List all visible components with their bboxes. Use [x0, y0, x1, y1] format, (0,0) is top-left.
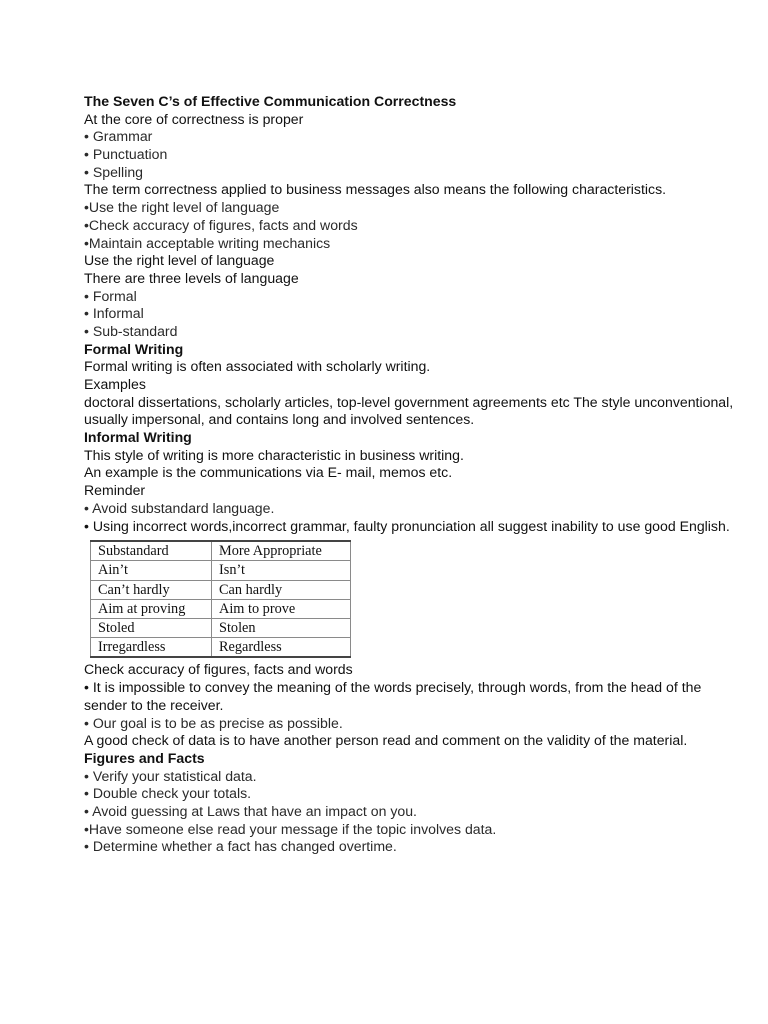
- intro-text: At the core of correctness is proper: [84, 110, 304, 127]
- table-cell: Can’t hardly: [91, 580, 212, 599]
- reminder-label: Reminder: [84, 482, 146, 499]
- list-item: • It is impossible to convey the meaning of the words precisely, through words, from the head of the sender to the receiver.: [84, 679, 702, 713]
- formal-heading: Formal Writing: [84, 340, 184, 357]
- table-row: [91, 638, 351, 658]
- informal-example: An example is the communications via E- mail, memos etc.: [84, 464, 453, 481]
- table-cell: Stoled: [91, 619, 212, 638]
- table-row: [91, 580, 351, 599]
- table-header-row: [91, 541, 351, 561]
- table-cell: Can hardly: [212, 580, 351, 599]
- list-item: • Informal: [84, 305, 144, 322]
- table-row: [91, 619, 351, 638]
- substandard-table: [90, 540, 351, 658]
- table-cell: Aim to prove: [212, 599, 351, 618]
- accuracy-heading: Check accuracy of figures, facts and words: [84, 661, 353, 678]
- list-item: • Verify your statistical data.: [84, 767, 257, 784]
- informal-heading: Informal Writing: [84, 429, 192, 446]
- list-item: • Punctuation: [84, 146, 168, 163]
- list-item: • Determine whether a fact has changed overtime.: [84, 838, 397, 855]
- check-text: A good check of data is to have another person read and comment on the validity of the material.: [84, 732, 688, 749]
- figures-heading: Figures and Facts: [84, 749, 205, 766]
- list-item: •Have someone else read your message if the topic involves data.: [84, 820, 497, 837]
- list-item: •Use the right level of language: [84, 199, 280, 216]
- examples-label: Examples: [84, 376, 146, 393]
- list-item: • Grammar: [84, 128, 153, 145]
- table-cell: Stolen: [212, 619, 351, 638]
- formal-text: Formal writing is often associated with scholarly writing.: [84, 358, 431, 375]
- document-page: [84, 93, 734, 856]
- table-header-cell: Substandard: [91, 541, 212, 561]
- list-item: •Maintain acceptable writing mechanics: [84, 234, 331, 251]
- list-item: • Our goal is to be as precise as possible.: [84, 714, 343, 731]
- list-item: • Avoid guessing at Laws that have an impact on you.: [84, 803, 417, 820]
- table-cell: Aim at proving: [91, 599, 212, 618]
- informal-text: This style of writing is more characteristic in business writing.: [84, 446, 464, 463]
- table-cell: Irregardless: [91, 638, 212, 658]
- list-item: • Sub-standard: [84, 322, 178, 339]
- list-item: • Avoid substandard language.: [84, 499, 275, 516]
- table-cell: Isn’t: [212, 561, 351, 580]
- list-item: • Using incorrect words,incorrect grammar, faulty pronunciation all suggest inability to use good English.: [84, 517, 730, 534]
- table-header-cell: More Appropriate: [212, 541, 351, 561]
- document-title: The Seven C’s of Effective Communication Correctness: [84, 93, 457, 109]
- list-item: • Spelling: [84, 163, 143, 180]
- levels-intro: There are three levels of language: [84, 269, 299, 286]
- table-row: [91, 599, 351, 618]
- substandard-table-wrap: [90, 540, 734, 658]
- table-cell: Regardless: [212, 638, 351, 658]
- level-heading: Use the right level of language: [84, 252, 275, 269]
- list-item: • Formal: [84, 287, 137, 304]
- term-text: The term correctness applied to business messages also means the following characteristics.: [84, 181, 667, 198]
- examples-text: doctoral dissertations, scholarly articles, top-level government agreements etc The style unconventional, usually impersonal, and contains long and involved sentences.: [84, 393, 734, 428]
- table-cell: Ain’t: [91, 561, 212, 580]
- list-item: • Double check your totals.: [84, 785, 252, 802]
- list-item: •Check accuracy of figures, facts and words: [84, 216, 358, 233]
- table-row: [91, 561, 351, 580]
